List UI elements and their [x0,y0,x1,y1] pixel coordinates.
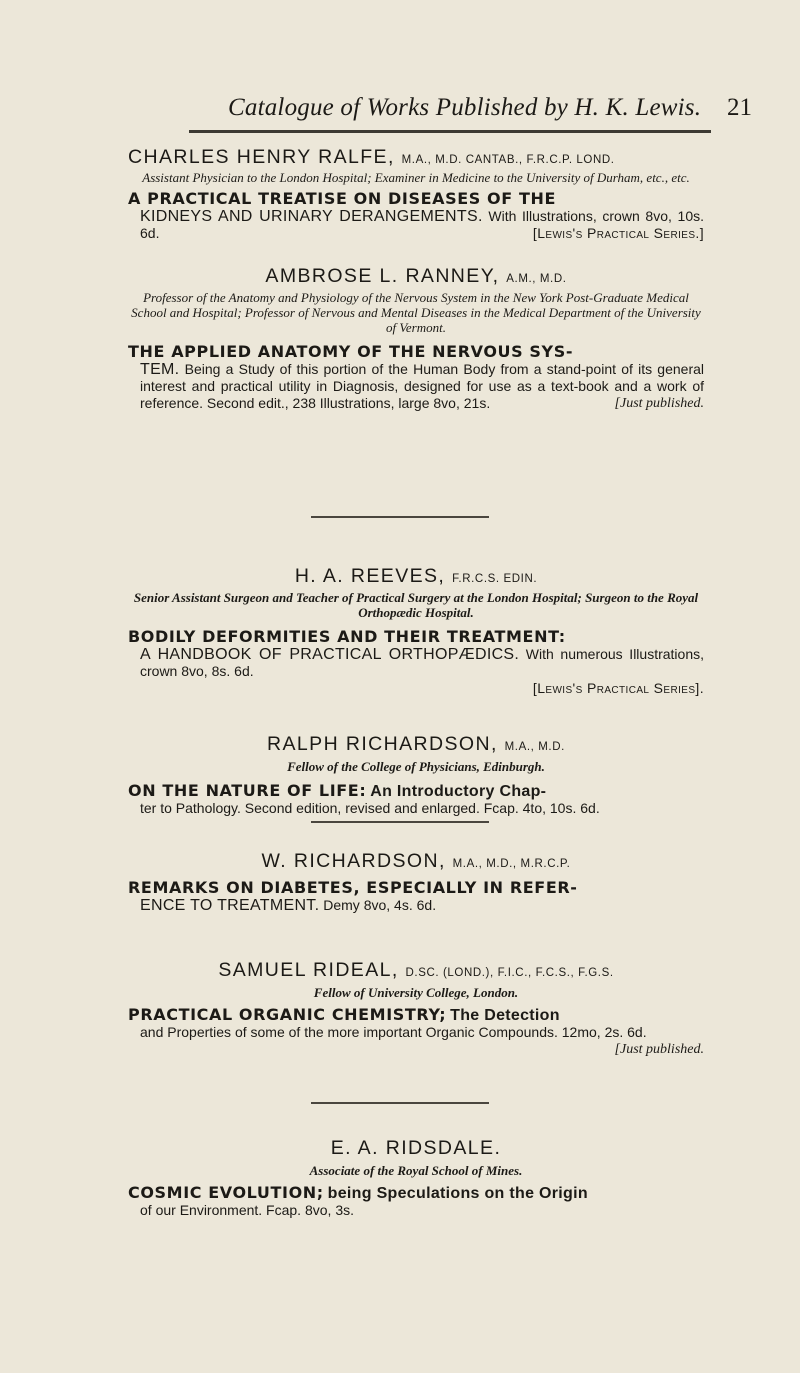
author-role: Professor of the Anatomy and Physiology of the Nervous System in the New York Post-Graduate Medical School and Hospital; Professor of Nervous and Mental Diseases in the Medical Department of the University of Vermont. [131,290,701,335]
book-subtitle: An Introductory Chap- [370,783,547,800]
section-divider [311,821,489,823]
publication-status: [Just published. [614,1042,704,1057]
catalogue-entry-ridsdale [128,1137,704,1219]
header-rule [189,130,711,133]
book-title: THE APPLIED ANATOMY OF THE NERVOUS SYS- [128,342,574,361]
author-heading [128,959,704,982]
author-heading [128,850,704,873]
author-degrees: D.SC. (LOND.), F.I.C., F.C.S., F.G.S. [405,967,614,979]
book-description [128,1184,704,1219]
book-description [128,782,704,817]
section-divider [311,516,489,518]
author-heading [128,1137,704,1160]
book-details: With numerous Illustrations, crown 8vo, 8s. 6d. [140,646,705,679]
book-title: BODILY DEFORMITIES AND THEIR TREATMENT: [128,627,566,646]
author-degrees: A.M., M.D. [506,273,567,285]
catalogue-entry-w-richardson [128,850,704,914]
book-title: REMARKS ON DIABETES, ESPECIALLY IN REFER- [128,878,578,897]
page-number: 21 [727,94,752,121]
section-divider [311,1102,489,1104]
book-subtitle: A HANDBOOK OF PRACTICAL ORTHOPÆDICS. [140,646,520,663]
book-subtitle: being Speculations on the Origin [327,1185,588,1202]
author-role: Fellow of University College, London. [313,985,519,1000]
author-degrees: M.A., M.D., M.R.C.P. [452,858,571,870]
book-details: ter to Pathology. Second edition, revised and enlarged. Fcap. 4to, 10s. 6d. [140,800,600,816]
author-role: Associate of the Royal School of Mines. [309,1163,523,1178]
author-name: CHARLES HENRY RALFE, [128,146,395,168]
book-title: ON THE NATURE OF LIFE: [128,781,367,800]
book-subtitle: KIDNEYS AND URINARY DERANGEMENTS. [140,208,483,225]
author-name: SAMUEL RIDEAL, [218,959,399,981]
author-name: RALPH RICHARDSON, [267,733,498,755]
book-title: A PRACTICAL TREATISE ON DISEASES OF THE [128,189,556,208]
book-details: Being a Study of this portion of the Human Body from a stand-point of its general interest and practical utility in Diagnosis, designed for use as a text-book and a work of reference. Second edit., 238 Illustrations, large 8vo, 21s. [140,361,705,411]
author-heading [128,733,704,756]
book-details: Demy 8vo, 4s. 6d. [323,897,437,913]
book-subtitle: ENCE TO TREATMENT. [140,897,320,914]
author-role: Senior Assistant Surgeon and Teacher of Practical Surgery at the London Hospital; Surgeon to the Royal Orthopædic Hospital. [133,590,699,620]
book-subtitle: The Detection [450,1007,560,1024]
author-heading [128,146,704,169]
author-degrees: F.R.C.S. EDIN. [452,573,538,585]
author-role: Fellow of the College of Physicians, Edinburgh. [287,759,545,774]
running-head-title: Catalogue of Works Published by H. K. Lewis. [228,94,702,121]
catalogue-entry-ralfe [128,146,704,242]
book-details: and Properties of some of the more important Organic Compounds. 12mo, 2s. 6d. [140,1024,647,1040]
book-details: of our Environment. Fcap. 8vo, 3s. [140,1202,354,1218]
book-description [128,343,704,412]
author-heading [128,265,704,288]
catalogue-entry-ralph-richardson [128,733,704,817]
series-note: [Lewis's Practical Series]. [532,680,704,696]
author-role: Assistant Physician to the London Hospital; Examiner in Medicine to the University of Durham, etc., etc. [142,170,690,185]
catalogue-entry-reeves [128,565,704,697]
publication-status: [Just published. [614,396,704,411]
series-note: [Lewis's Practical Series.] [532,225,704,241]
author-degrees: M.A., M.D. [504,741,565,753]
catalogue-entry-rideal [128,959,704,1058]
book-description [128,879,704,914]
book-details: With Illustrations, crown 8vo, 10s. 6d. [140,208,704,241]
author-name: W. RICHARDSON, [261,850,446,872]
author-name: E. A. RIDSDALE. [330,1137,502,1159]
running-head [0,94,800,128]
book-title: PRACTICAL ORGANIC CHEMISTRY; [128,1005,447,1024]
book-subtitle: TEM. [140,361,180,378]
author-name: H. A. REEVES, [294,565,446,587]
book-description [128,627,705,696]
catalogue-entry-ranney [128,265,704,412]
author-heading [128,565,704,588]
book-description [128,190,704,242]
author-degrees: M.A., M.D. CANTAB., F.R.C.P. LOND. [401,154,615,166]
book-title: COSMIC EVOLUTION; [128,1183,324,1202]
author-name: AMBROSE L. RANNEY, [265,265,500,287]
book-description [128,1005,704,1057]
